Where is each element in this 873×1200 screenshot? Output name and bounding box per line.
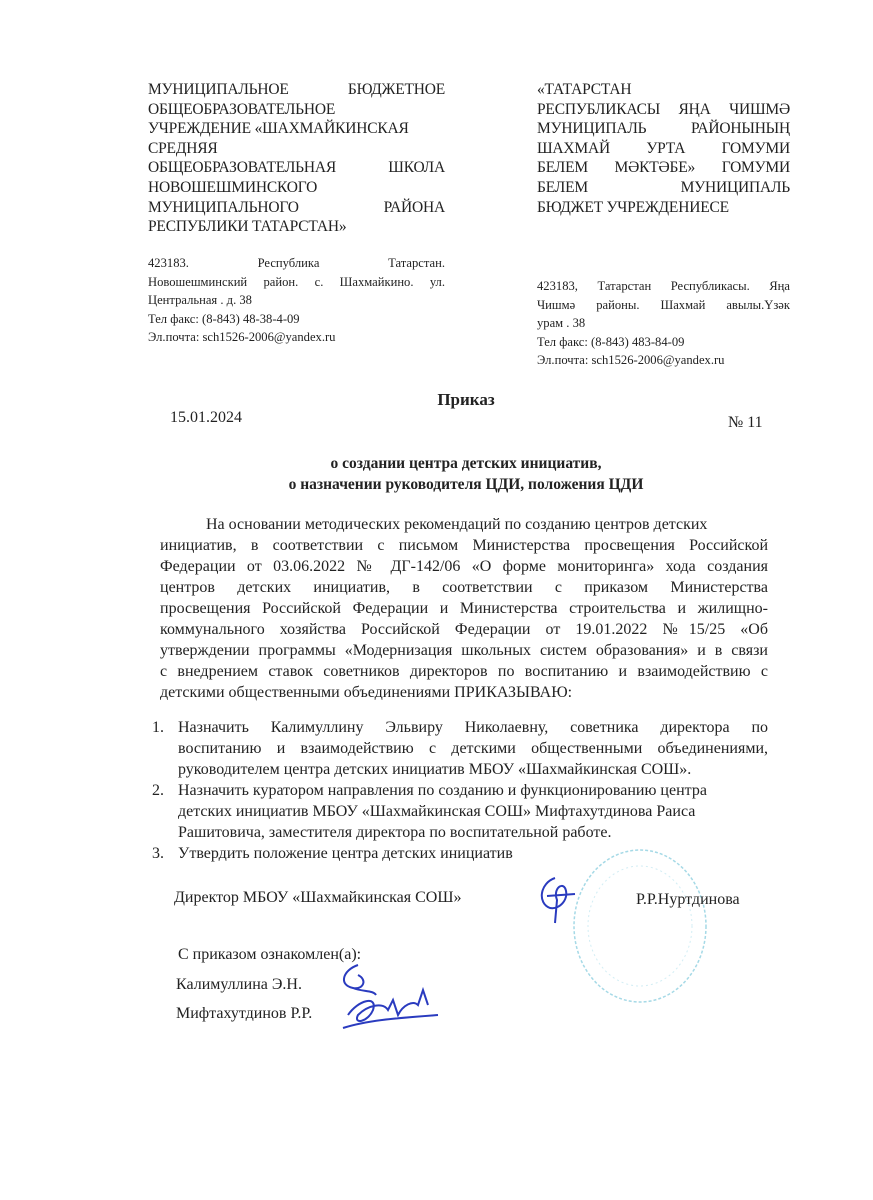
title-line: о создании центра детских инициатив, <box>330 455 602 472</box>
header-line: РЕСПУБЛИКИ ТАТАРСТАН» <box>148 218 347 236</box>
header-line: «ТАТАРСТАН <box>537 81 632 98</box>
item-line: Назначить Калимуллину Эльвиру Николаевну, советника директора по <box>178 719 768 736</box>
item-number: 2. <box>152 782 164 799</box>
order-item <box>152 717 768 780</box>
header-line: ШАХМАЙ УРТА ГОМУМИ <box>537 139 790 157</box>
preamble-line: инициатив, в соответствии с письмом Министерства просвещения Российской <box>160 537 768 554</box>
order-item <box>152 780 768 843</box>
header-line: СРЕДНЯЯ <box>148 139 218 157</box>
address-line: Новошешминский район. с. Шахмайкино. ул. <box>148 274 445 289</box>
preamble-line: коммунального хозяйства Российской Федерации от 19.01.2022 №15/25 «Об <box>160 621 768 638</box>
header-left <box>148 80 445 237</box>
address-line: Тел факс: (8-843) 483-84-09 <box>537 334 685 349</box>
preamble-line: центров детских инициатив, в соответствии с приказом Министерства <box>160 579 768 596</box>
item-line: Утвердить положение центра детских инициатив <box>178 845 513 862</box>
address-right <box>537 277 790 370</box>
header-line: ОБЩЕОБРАЗОВАТЕЛЬНАЯ ШКОЛА <box>148 159 445 177</box>
title-line: о назначении руководителя ЦДИ, положения ЦДИ <box>288 476 644 493</box>
order-heading: Приказ <box>437 390 495 409</box>
address-line: 423183, Татарстан Республикасы. Яңа <box>537 279 790 293</box>
order-date: 15.01.2024 <box>170 409 242 426</box>
email-text: Эл.почта: sch1526-2006@yandex.ru <box>537 353 725 367</box>
acquainted-signatures <box>328 960 448 1035</box>
director-name: Р.Р.Нуртдинова <box>636 891 740 908</box>
item-line: руководителем центра детских инициатив МБОУ «Шахмайкинская СОШ». <box>178 761 692 778</box>
email-text: Эл.почта: sch1526-2006@yandex.ru <box>148 330 336 344</box>
header-line: РЕСПУБЛИКАСЫ ЯҢА ЧИШМӘ <box>537 100 790 118</box>
header-line: БЕЛЕМ МУНИЦИПАЛЬ <box>537 178 790 196</box>
header-line: БЕЛЕМ МӘКТӘБЕ» ГОМУМИ <box>537 159 790 177</box>
acquainted-name: Калимуллина Э.Н. <box>176 976 302 993</box>
address-line: 423183. Республика Татарстан. <box>148 256 445 270</box>
order-title <box>0 453 873 495</box>
director-signature <box>535 868 585 928</box>
preamble-line: детскими общественными объединениями ПРИКАЗЫВАЮ: <box>160 684 573 701</box>
item-line: воспитанию и взаимодействию с детскими общественными объединениями, <box>178 740 768 757</box>
item-number: 1. <box>152 719 164 736</box>
preamble-line: с внедрением ставок советников директоров по воспитанию и взаимодействию с <box>160 663 768 680</box>
address-line: Тел факс: (8-843) 48-38-4-09 <box>148 311 300 326</box>
item-number: 3. <box>152 845 164 862</box>
header-line: МУНИЦИПАЛЬНОГО РАЙОНА <box>148 198 445 216</box>
preamble-line: Федерации от 03.06.2022 № ДГ-142/06 «О форме мониторинга» хода создания <box>160 558 768 575</box>
item-line: Назначить куратором направления по созданию и функционированию центра <box>178 782 707 799</box>
preamble-line: утверждении программы «Модернизация школьных систем образования» и в связи <box>160 642 768 659</box>
order-number: № 11 <box>728 414 763 431</box>
preamble-line: На основании методических рекомендаций по созданию центров детских <box>206 516 708 533</box>
preamble-line: просвещения Российской Федерации и Министерства строительства и жилищно- <box>160 600 768 617</box>
header-line: МУНИЦИПАЛЬ РАЙОНЫНЫҢ <box>537 120 790 138</box>
header-right <box>537 80 790 217</box>
preamble <box>160 514 768 703</box>
address-line: Чишмә районы. Шахмай авылы.Үзәк <box>537 297 790 312</box>
acquainted-label: С приказом ознакомлен(а): <box>178 946 362 963</box>
address-line: урам . 38 <box>537 316 586 330</box>
header-line: ОБЩЕОБРАЗОВАТЕЛЬНОЕ <box>148 100 336 118</box>
director-position: Директор МБОУ «Шахмайкинская СОШ» <box>174 889 462 906</box>
address-left <box>148 254 445 347</box>
address-line: Центральная . д. 38 <box>148 293 252 307</box>
header-line: БЮДЖЕТ УЧРЕЖДЕНИЕСЕ <box>537 198 729 216</box>
item-line: Рашитовича, заместителя директора по воспитательной работе. <box>178 824 612 841</box>
header-line: УЧРЕЖДЕНИЕ «ШАХМАЙКИНСКАЯ <box>148 120 409 138</box>
header-line: МУНИЦИПАЛЬНОЕ БЮДЖЕТНОЕ <box>148 81 445 98</box>
acquainted-name: Мифтахутдинов Р.Р. <box>176 1005 313 1022</box>
item-line: детских инициатив МБОУ «Шахмайкинская СОШ» Мифтахутдинова Раиса <box>178 803 696 820</box>
header-line: НОВОШЕШМИНСКОГО <box>148 178 318 196</box>
